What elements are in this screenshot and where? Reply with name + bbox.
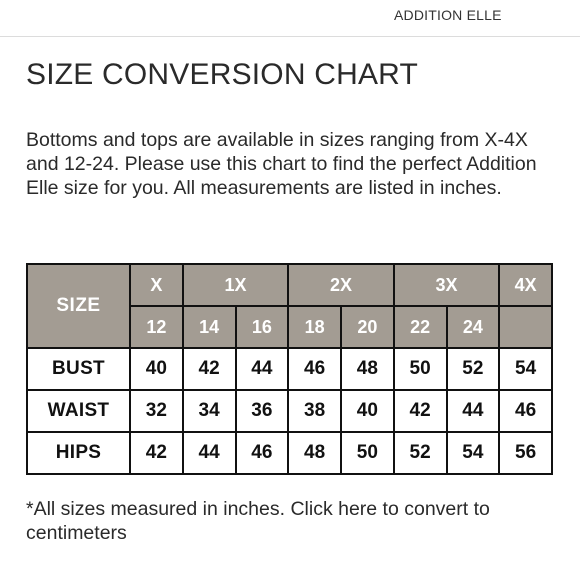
numeric-size: 20 — [341, 306, 394, 348]
numeric-size: 18 — [288, 306, 341, 348]
top-bar — [0, 0, 580, 37]
table-cell: 50 — [341, 432, 394, 474]
letter-size-row — [27, 264, 552, 306]
size-conversion-table — [26, 263, 553, 475]
table-cell: 44 — [236, 348, 289, 390]
table-cell: 54 — [447, 432, 500, 474]
numeric-size-empty — [499, 306, 552, 348]
table-cell: 36 — [236, 390, 289, 432]
table-cell: 42 — [130, 432, 183, 474]
letter-size-4x: 4X — [499, 264, 552, 306]
numeric-size: 14 — [183, 306, 236, 348]
description-text: Bottoms and tops are available in sizes ranging from X-4X and 12-24. Please use this chart to find the perfect Addition Elle size for you. All measurements are listed in inches. — [26, 129, 537, 199]
table-cell: 44 — [447, 390, 500, 432]
numeric-size: 12 — [130, 306, 183, 348]
table-cell: 52 — [447, 348, 500, 390]
row-label: WAIST — [27, 390, 130, 432]
table-cell: 38 — [288, 390, 341, 432]
table-cell: 48 — [341, 348, 394, 390]
table-cell: 50 — [394, 348, 447, 390]
letter-size-x: X — [130, 264, 183, 306]
letter-size-1x: 1X — [183, 264, 289, 306]
brand-name[interactable]: ADDITION ELLE — [394, 7, 502, 23]
table-cell: 56 — [499, 432, 552, 474]
table-cell: 48 — [288, 432, 341, 474]
table-cell: 34 — [183, 390, 236, 432]
table-cell: 52 — [394, 432, 447, 474]
table-row-hips — [27, 432, 552, 474]
row-label: HIPS — [27, 432, 130, 474]
numeric-size: 22 — [394, 306, 447, 348]
size-header: SIZE — [27, 264, 130, 348]
numeric-size: 24 — [447, 306, 500, 348]
table-cell: 44 — [183, 432, 236, 474]
letter-size-3x: 3X — [394, 264, 500, 306]
table-cell: 42 — [394, 390, 447, 432]
footnote-convert-link[interactable]: *All sizes measured in inches. Click here to convert to centimeters — [26, 498, 490, 544]
table-cell: 32 — [130, 390, 183, 432]
table-row-waist — [27, 390, 552, 432]
table-cell: 40 — [341, 390, 394, 432]
numeric-size: 16 — [236, 306, 289, 348]
table-cell: 46 — [288, 348, 341, 390]
table-cell: 46 — [499, 390, 552, 432]
table-cell: 40 — [130, 348, 183, 390]
page-title: SIZE CONVERSION CHART — [26, 58, 419, 91]
table-cell: 54 — [499, 348, 552, 390]
table-cell: 42 — [183, 348, 236, 390]
row-label: BUST — [27, 348, 130, 390]
letter-size-2x: 2X — [288, 264, 394, 306]
table-cell: 46 — [236, 432, 289, 474]
table-row-bust — [27, 348, 552, 390]
